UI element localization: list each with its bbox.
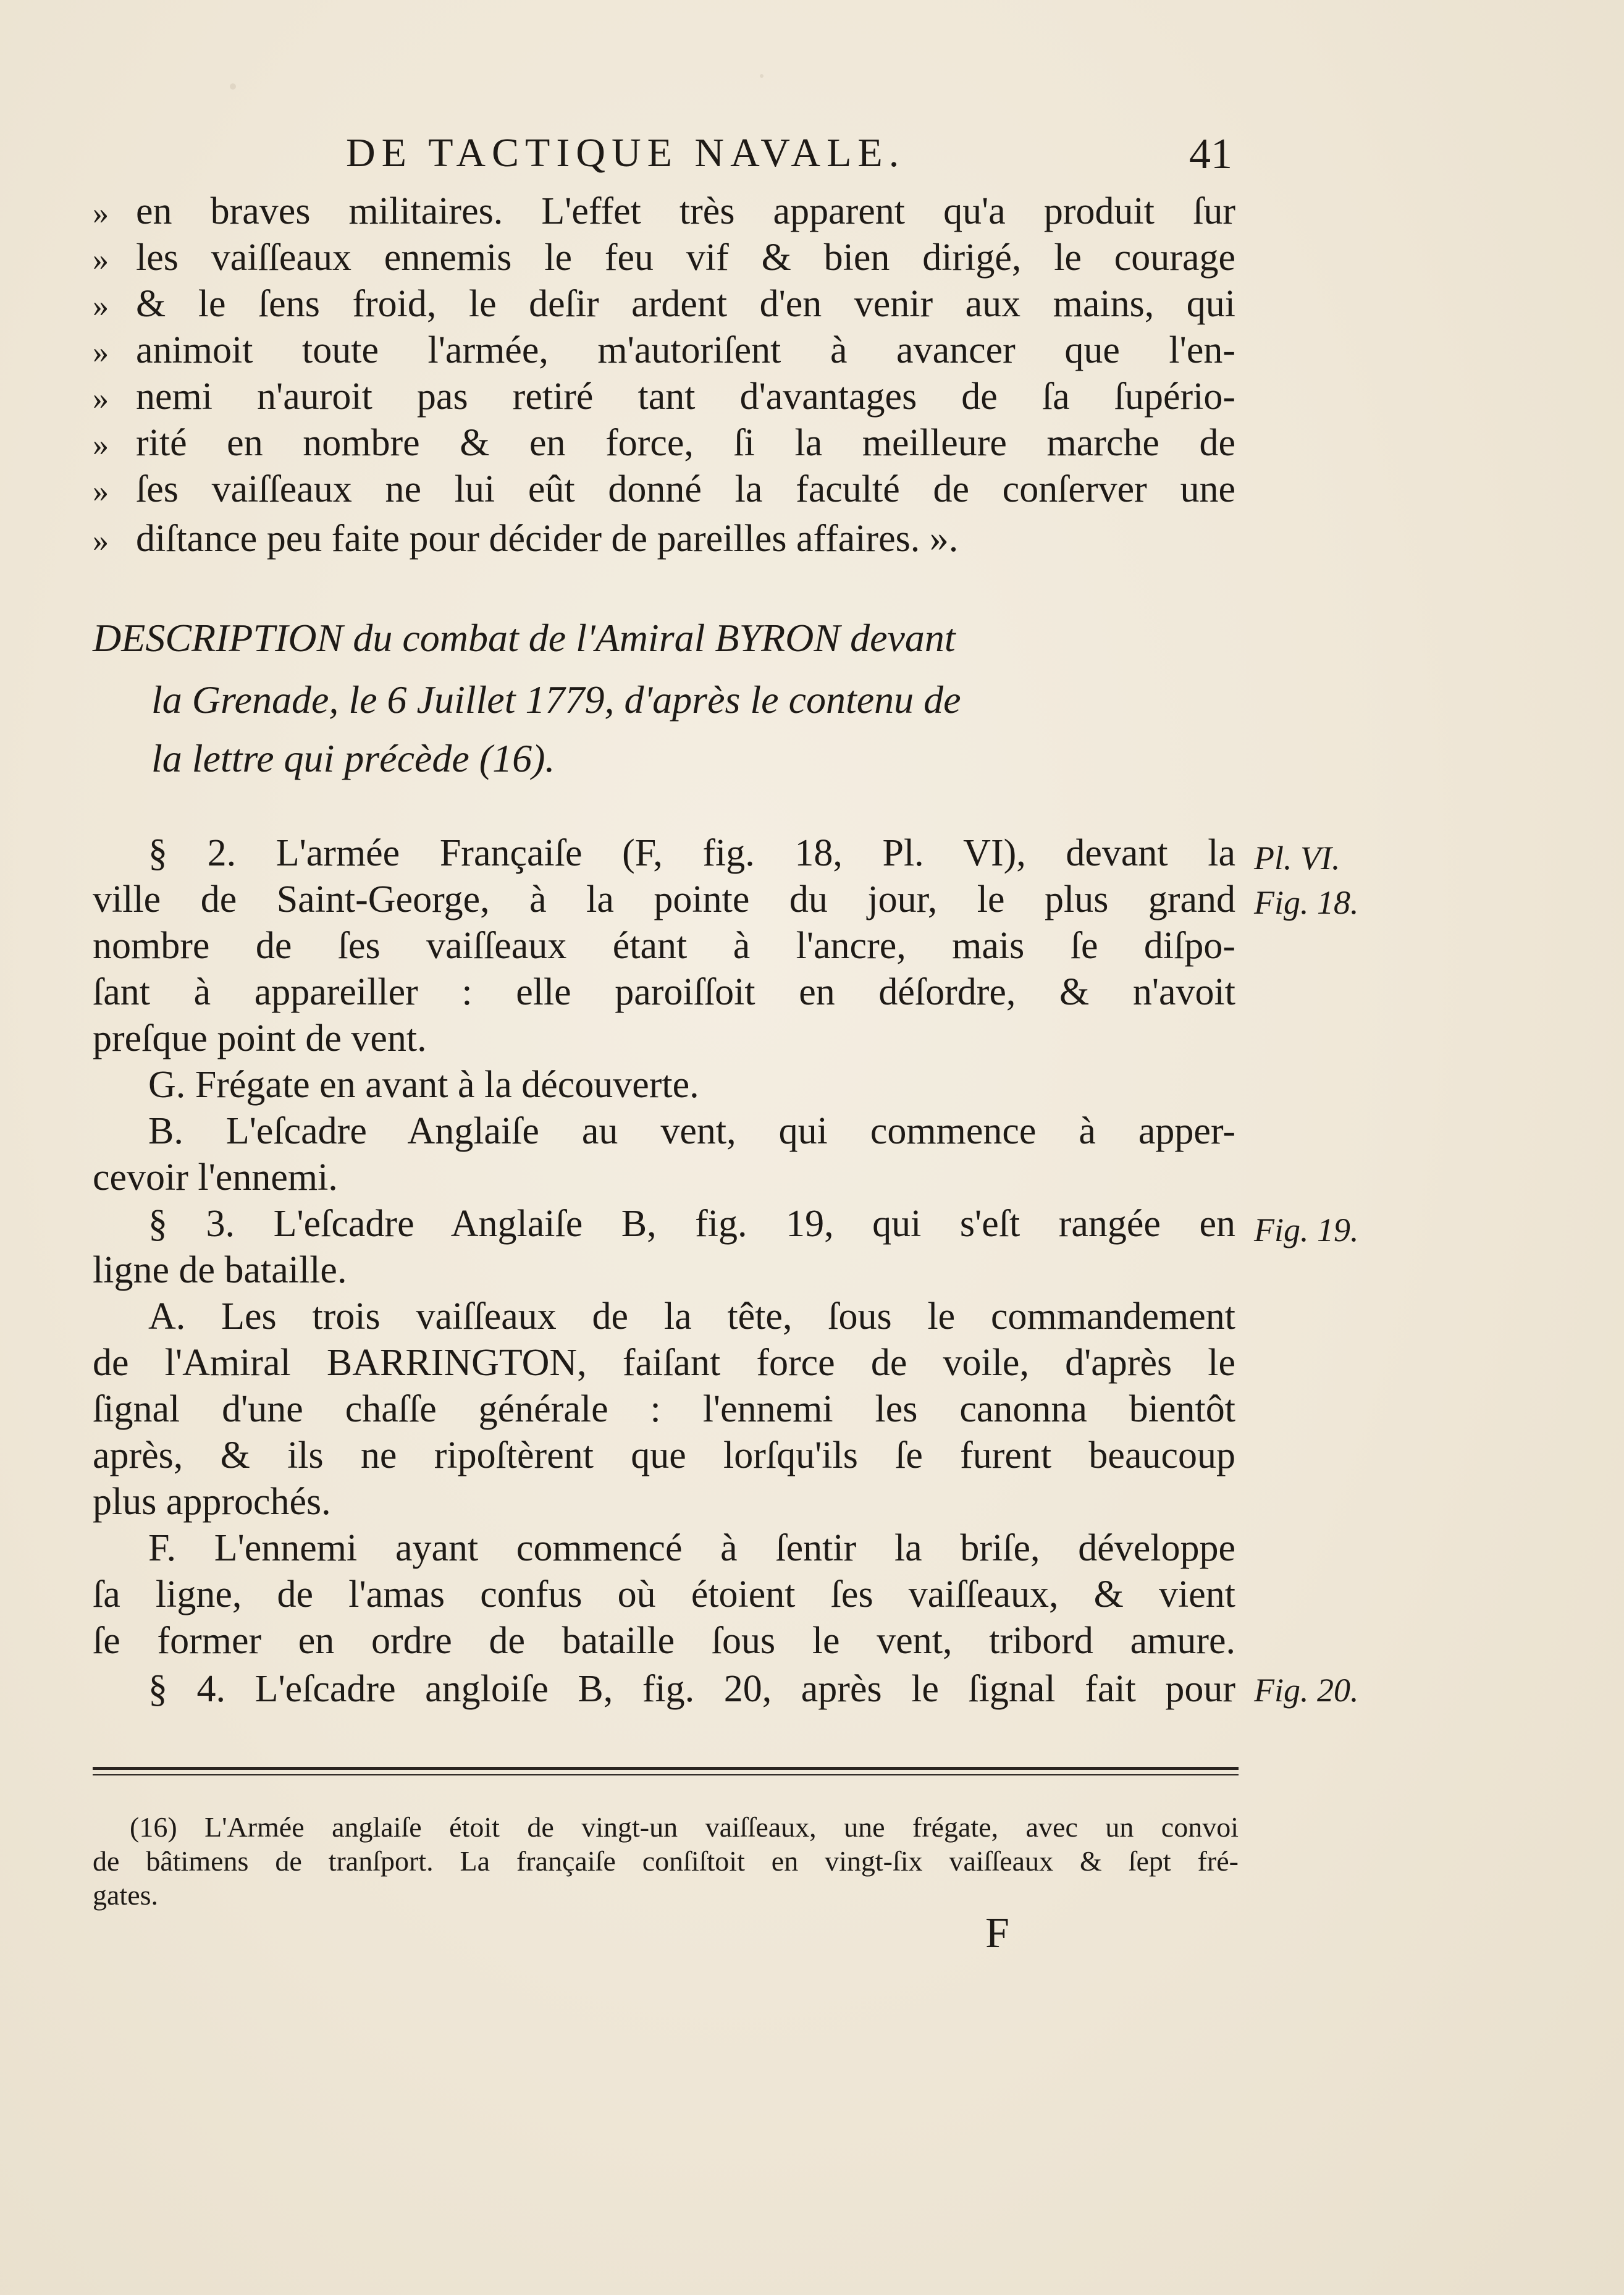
margin-note-figure: Fig. 18. <box>1254 884 1359 921</box>
quote-line: » rité en nombre & en force, ſi la meilleure marche de <box>93 420 1235 466</box>
body-line: B. L'eſcadre Anglaiſe au vent, qui commence à apper- <box>148 1110 1235 1152</box>
paper-foxing-spot <box>230 83 236 90</box>
footnote-line: de bâtimens de tranſport. La françaiſe conſiſtoit en vingt-ſix vaiſſeaux & ſept fré- <box>93 1845 1239 1877</box>
margin-note-plate: Pl. VI. <box>1254 840 1340 877</box>
quote-mark: » <box>93 427 109 463</box>
quote-line: » en braves militaires. L'effet très apparent qu'a produit ſur <box>93 188 1235 234</box>
quote-line: » nemi n'auroit pas retiré tant d'avantages de ſa ſupério- <box>93 374 1235 419</box>
quote-mark: » <box>93 474 109 509</box>
body-line: après, & ils ne ripoſtèrent que lorſqu'ils ſe furent beaucoup <box>93 1434 1235 1476</box>
running-head-title: DE TACTIQUE NAVALE. <box>346 130 906 175</box>
quote-line: » diſtance peu faite pour décider de pareilles affaires. ». <box>93 516 1235 562</box>
paper-foxing-spot <box>760 74 764 78</box>
body-line: cevoir l'ennemi. <box>93 1156 338 1198</box>
quote-mark: » <box>93 242 109 277</box>
section-heading-line: la Grenade, le 6 Juillet 1779, d'après le contenu de <box>151 678 961 722</box>
footnote-line: gates. <box>93 1879 159 1911</box>
quote-mark: » <box>93 196 109 231</box>
body-line: § 4. L'eſcadre angloiſe B, fig. 20, après le ſignal fait pour <box>148 1668 1235 1710</box>
body-line: ville de Saint-George, à la pointe du jour, le plus grand <box>93 878 1235 920</box>
body-line: plus approchés. <box>93 1481 331 1523</box>
quote-mark: » <box>93 335 109 370</box>
body-line: de l'Amiral BARRINGTON, faiſant force de voile, d'après le <box>93 1342 1235 1384</box>
body-line: F. L'ennemi ayant commencé à ſentir la briſe, développe <box>148 1527 1235 1569</box>
body-line: A. Les trois vaiſſeaux de la tête, ſous le commandement <box>148 1295 1235 1337</box>
margin-note-figure: Fig. 19. <box>1254 1211 1359 1249</box>
body-line: ſignal d'une chaſſe générale : l'ennemi les canonna bientôt <box>93 1388 1235 1430</box>
quote-mark: » <box>93 381 109 416</box>
body-line: preſque point de vent. <box>93 1017 427 1059</box>
section-heading-line: la lettre qui précède (16). <box>151 736 555 780</box>
quote-line: » animoit toute l'armée, m'autoriſent à avancer que l'en- <box>93 327 1235 373</box>
body-line: nombre de ſes vaiſſeaux étant à l'ancre, mais ſe diſpo- <box>93 925 1235 967</box>
quote-line: » ſes vaiſſeaux ne lui eût donné la faculté de conſerver une <box>93 466 1235 512</box>
quote-line: » & le ſens froid, le deſir ardent d'en venir aux mains, qui <box>93 281 1235 327</box>
body-line: § 3. L'eſcadre Anglaiſe B, fig. 19, qui s'eſt rangée en <box>148 1203 1235 1245</box>
body-line: ligne de bataille. <box>93 1249 347 1291</box>
body-line: G. Frégate en avant à la découverte. <box>148 1064 699 1106</box>
quote-mark: » <box>93 288 109 324</box>
signature-mark: F <box>985 1910 1009 1957</box>
body-line: ſa ligne, de l'amas confus où étoient ſes vaiſſeaux, & vient <box>93 1573 1235 1615</box>
footnote-rule-thin <box>93 1774 1239 1775</box>
body-line: ſe former en ordre de bataille ſous le vent, tribord amure. <box>93 1620 1235 1662</box>
footnote-rule <box>93 1767 1239 1770</box>
body-line: ſant à appareiller : elle paroiſſoit en déſordre, & n'avoit <box>93 971 1235 1013</box>
margin-note-figure: Fig. 20. <box>1254 1672 1359 1709</box>
body-line: § 2. L'armée Françaiſe (F, fig. 18, Pl. VI), devant la <box>148 832 1235 874</box>
section-heading-line: DESCRIPTION du combat de l'Amiral BYRON devant <box>93 616 956 660</box>
quote-mark: » <box>93 523 109 558</box>
quote-line: » les vaiſſeaux ennemis le feu vif & bien dirigé, le courage <box>93 235 1235 280</box>
page-number: 41 <box>1189 130 1232 178</box>
footnote-line: (16) L'Armée anglaiſe étoit de vingt-un vaiſſeaux, une frégate, avec un convoi <box>130 1811 1239 1843</box>
